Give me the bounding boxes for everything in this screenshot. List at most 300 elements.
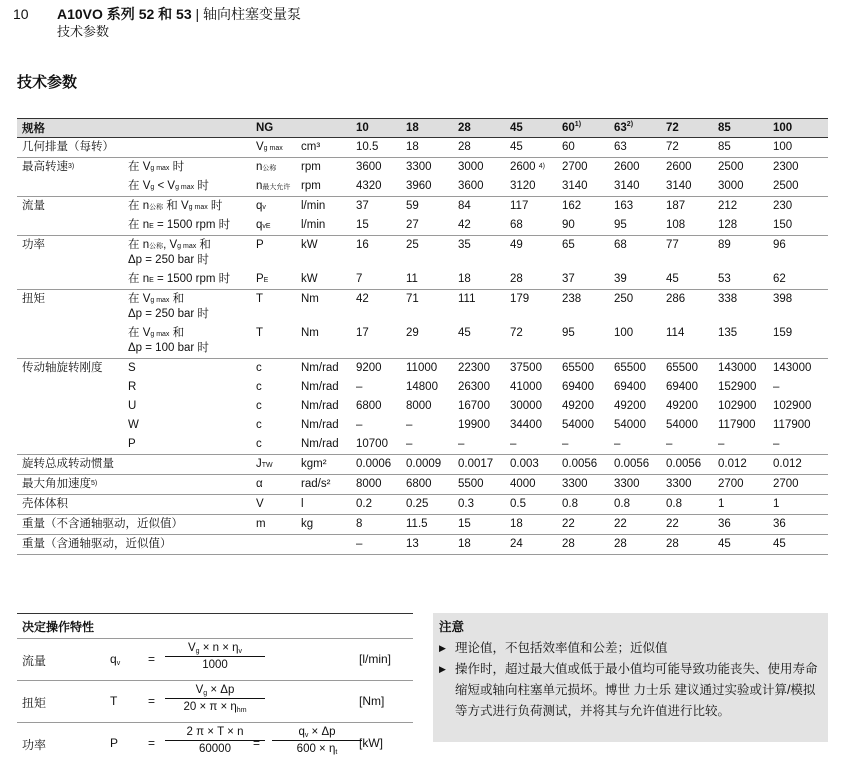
value-cell: – — [351, 535, 401, 555]
value-cell: 45 — [458, 327, 471, 339]
equals-sign: = — [148, 652, 156, 666]
row-label: 最高转速$^{3)}$ — [17, 158, 123, 178]
row-label — [17, 416, 123, 435]
value-cell: 143000 — [713, 359, 768, 379]
value-cell: – — [406, 438, 413, 450]
value-cell: 16700 — [458, 400, 490, 412]
spec-header-45: 45 — [505, 119, 557, 138]
value-cell: 0.012 — [768, 455, 828, 475]
value-cell: 250 — [609, 290, 661, 325]
row-label: 重量（含通轴驱动，近似值） — [17, 535, 123, 555]
value-cell: 0.5 — [505, 495, 557, 515]
value-cell: 3300 — [401, 158, 453, 178]
formula-fraction: $\frac{2 \pi \times T \times n}{60000}$ — [165, 726, 265, 755]
row-condition: 在 $n_{公称}$, $V_{g max}$ 和 Δp = 250 bar 时 — [123, 236, 251, 271]
value-cell: 8 — [351, 515, 401, 535]
value-cell: 22 — [609, 515, 661, 535]
formula-symbol: T — [110, 694, 118, 708]
value-cell: – — [406, 419, 413, 431]
value-cell: 65500 — [609, 359, 661, 379]
row-unit: cm³ — [296, 138, 351, 158]
value-cell: 49200 — [562, 400, 594, 412]
row-condition: 在 $n_E = 1500$ rpm 时 — [128, 219, 231, 231]
value-cell: 2700 — [557, 158, 609, 178]
value-cell: 1 — [713, 495, 768, 515]
note-item: ▶ 操作时，超过最大值或低于最小值均可能导致功能丧失、使用寿命缩短或轴向柱塞单元损坏。博世 力士乐 建议通过实验或计算/模拟等方式进行负荷测试，并将其与允许值进行比较。 — [439, 659, 822, 722]
value-cell: 3140 — [666, 180, 692, 192]
value-cell: 10.5 — [351, 138, 401, 158]
row-symbol: $n_{最大允许}$ — [256, 180, 291, 192]
value-cell: 0.0017 — [453, 455, 505, 475]
formula-name: 扭矩 — [22, 696, 47, 710]
value-cell: 18 — [458, 273, 471, 285]
row-condition — [123, 455, 251, 475]
formula-symbol: P — [110, 736, 119, 750]
value-cell: 8000 — [406, 400, 432, 412]
row-symbol: P — [251, 236, 296, 271]
value-cell: 102900 — [773, 400, 812, 412]
value-cell: 2700 — [713, 475, 768, 495]
row-unit: Nm/rad — [301, 438, 339, 450]
row-condition: S — [123, 359, 251, 379]
table-row — [17, 177, 828, 197]
value-cell: 3300 — [609, 475, 661, 495]
value-cell: 53 — [718, 273, 731, 285]
series-title: A10VO 系列 52 和 53 — [57, 6, 192, 22]
formula-name: 流量 — [22, 654, 47, 668]
row-unit: Nm/rad — [301, 381, 339, 393]
row-label: 传动轴旋转刚度 — [17, 359, 123, 379]
table-row — [17, 236, 828, 271]
spec-header-85: 85 — [713, 119, 768, 138]
value-cell: 6800 — [356, 400, 382, 412]
row-unit: kW — [301, 273, 318, 285]
value-cell: 95 — [562, 327, 575, 339]
value-cell: 36 — [713, 515, 768, 535]
row-label — [17, 216, 123, 236]
row-symbol: c — [256, 419, 262, 431]
value-cell: 28 — [661, 535, 713, 555]
value-cell: 2600 — [661, 158, 713, 178]
value-cell: 37500 — [505, 359, 557, 379]
value-cell: – — [773, 381, 780, 393]
table-row — [17, 290, 828, 325]
table-row — [17, 515, 828, 535]
row-symbol: $J_{TW}$ — [251, 455, 296, 475]
value-cell: 85 — [713, 138, 768, 158]
value-cell: 3960 — [406, 180, 432, 192]
row-condition: P — [128, 438, 136, 450]
row-unit: rpm — [301, 180, 321, 192]
spec-header-2: NG — [251, 119, 296, 138]
row-condition: 在 $V_{g max}$ 和 Δp = 250 bar 时 — [123, 290, 251, 325]
row-condition: 在 $V_{g max}$ 和 Δp = 100 bar 时 — [128, 327, 209, 354]
spec-header-row — [17, 119, 828, 138]
table-row — [17, 216, 828, 236]
value-cell: 398 — [768, 290, 828, 325]
formula-name: 功率 — [22, 738, 47, 752]
value-cell: 39 — [614, 273, 627, 285]
row-label — [17, 378, 123, 397]
table-row — [17, 197, 828, 217]
value-cell: 42 — [458, 219, 471, 231]
row-symbol: $q_v$ — [251, 197, 296, 217]
formula-unit: [Nm] — [359, 694, 385, 708]
table-row — [17, 138, 828, 158]
value-cell: 163 — [609, 197, 661, 217]
value-cell: 89 — [713, 236, 768, 271]
value-cell: 2300 — [768, 158, 828, 178]
value-cell: 3120 — [510, 180, 536, 192]
row-unit: kgm² — [296, 455, 351, 475]
value-cell: 111 — [453, 290, 505, 325]
spec-header-72: 72 — [661, 119, 713, 138]
row-symbol: T — [256, 327, 264, 339]
table-row — [17, 435, 828, 455]
row-unit: l — [296, 495, 351, 515]
row-condition: U — [128, 400, 137, 412]
operating-row — [17, 639, 413, 681]
row-symbol: c — [251, 359, 296, 379]
value-cell: 24 — [505, 535, 557, 555]
row-condition: R — [128, 381, 137, 393]
note-title: 注意 — [439, 620, 465, 634]
row-symbol: T — [251, 290, 296, 325]
value-cell: 14800 — [406, 381, 438, 393]
value-cell: 0.0006 — [351, 455, 401, 475]
table-row — [17, 397, 828, 416]
value-cell: 0.003 — [505, 455, 557, 475]
value-cell: 16 — [351, 236, 401, 271]
value-cell: 72 — [661, 138, 713, 158]
row-symbol: $q_{vE}$ — [256, 219, 271, 231]
table-row — [17, 475, 828, 495]
row-condition: 在 $V_{g max}$ 时 — [123, 158, 251, 178]
table-row — [17, 416, 828, 435]
value-cell: 2500 — [713, 158, 768, 178]
row-label — [17, 270, 123, 290]
row-unit: rpm — [296, 158, 351, 178]
value-cell: 4000 — [505, 475, 557, 495]
value-cell: 60 — [557, 138, 609, 158]
value-cell: 22300 — [453, 359, 505, 379]
value-cell: 28 — [510, 273, 523, 285]
spec-header-3 — [296, 119, 351, 138]
equals-sign: = — [253, 736, 261, 750]
value-cell: 63 — [609, 138, 661, 158]
value-cell: 9200 — [351, 359, 401, 379]
value-cell: 152900 — [718, 381, 757, 393]
value-cell: 54000 — [562, 419, 594, 431]
value-cell: 71 — [401, 290, 453, 325]
row-label: 流量 — [17, 197, 123, 217]
value-cell: 96 — [768, 236, 828, 271]
value-cell: – — [510, 438, 517, 450]
value-cell: – — [458, 438, 465, 450]
row-label: 最大角加速度$^{5)}$ — [17, 475, 123, 495]
note-box — [433, 613, 828, 742]
value-cell: 3140 — [562, 180, 588, 192]
row-symbol: $n_{公称}$ — [251, 158, 296, 178]
row-symbol: c — [256, 438, 262, 450]
value-cell: 19900 — [458, 419, 490, 431]
value-cell: 187 — [661, 197, 713, 217]
value-cell: 25 — [401, 236, 453, 271]
value-cell: 238 — [557, 290, 609, 325]
spec-table — [17, 118, 828, 555]
row-unit: Nm/rad — [296, 359, 351, 379]
row-label: 重量（不含通轴驱动，近似值） — [17, 515, 123, 535]
value-cell: 159 — [773, 327, 793, 339]
value-cell: 117900 — [718, 419, 756, 431]
section-title: 技术参数 — [17, 74, 78, 91]
spec-header-1 — [123, 119, 251, 138]
value-cell: 0.0056 — [609, 455, 661, 475]
value-cell: 65500 — [661, 359, 713, 379]
value-cell: 36 — [768, 515, 828, 535]
value-cell: 54000 — [666, 419, 698, 431]
value-cell: 3000 — [718, 180, 744, 192]
value-cell: 28 — [453, 138, 505, 158]
row-label — [17, 177, 123, 197]
value-cell: 10700 — [356, 438, 388, 450]
value-cell: 230 — [768, 197, 828, 217]
value-cell: 15 — [356, 219, 369, 231]
row-condition — [123, 495, 251, 515]
value-cell: 37 — [562, 273, 575, 285]
row-symbol: c — [256, 400, 262, 412]
value-cell: – — [562, 438, 569, 450]
value-cell: 22 — [661, 515, 713, 535]
value-cell: 100 — [614, 327, 634, 339]
spec-header-18: 18 — [401, 119, 453, 138]
value-cell: 65 — [557, 236, 609, 271]
value-cell: 0.012 — [713, 455, 768, 475]
value-cell: 45 — [505, 138, 557, 158]
value-cell: 18 — [453, 535, 505, 555]
value-cell: 3300 — [661, 475, 713, 495]
spec-header-28: 28 — [453, 119, 505, 138]
value-cell: 13 — [401, 535, 453, 555]
value-cell: 77 — [661, 236, 713, 271]
value-cell: 3600 — [458, 180, 484, 192]
value-cell: – — [718, 438, 725, 450]
value-cell: 35 — [453, 236, 505, 271]
spec-header-10: 10 — [351, 119, 401, 138]
row-unit: l/min — [296, 197, 351, 217]
value-cell: – — [666, 438, 673, 450]
table-row — [17, 158, 828, 178]
value-cell: 8000 — [351, 475, 401, 495]
row-label — [17, 435, 123, 455]
table-row — [17, 495, 828, 515]
value-cell: 2600 — [609, 158, 661, 178]
value-cell: 11000 — [401, 359, 453, 379]
value-cell: 69400 — [666, 381, 698, 393]
value-cell: 45 — [713, 535, 768, 555]
value-cell: 0.8 — [557, 495, 609, 515]
value-cell: 7 — [356, 273, 363, 285]
equals-sign: = — [148, 694, 156, 708]
row-condition: 在 $n_{公称}$ 和 $V_{g max}$ 时 — [123, 197, 251, 217]
spec-header-60: 60$^{1)}$ — [557, 119, 609, 138]
value-cell: 286 — [661, 290, 713, 325]
value-cell: – — [614, 438, 621, 450]
row-label: 几何排量（每转） — [17, 138, 123, 158]
row-unit: kW — [296, 236, 351, 271]
table-row — [17, 378, 828, 397]
value-cell: 18 — [401, 138, 453, 158]
value-cell: 212 — [713, 197, 768, 217]
spec-header-100: 100 — [768, 119, 828, 138]
formula-unit: [kW] — [359, 736, 383, 750]
value-cell: 1 — [768, 495, 828, 515]
formula-fraction: $\frac{q_v \times \Delta p}{600 \times \eta_t}$ — [272, 726, 362, 755]
row-unit: Nm/rad — [301, 419, 339, 431]
page-number: 10 — [13, 6, 29, 22]
operating-row — [17, 723, 413, 764]
spec-header-0: 规格 — [17, 119, 123, 138]
value-cell: 15 — [453, 515, 505, 535]
row-symbol: V — [251, 495, 296, 515]
row-label — [17, 324, 123, 359]
operating-characteristics — [17, 613, 413, 764]
value-cell: 95 — [614, 219, 627, 231]
value-cell: 34400 — [510, 419, 542, 431]
value-cell: 59 — [401, 197, 453, 217]
value-cell: 62 — [773, 273, 786, 285]
formula-symbol: $q_v$ — [110, 652, 121, 667]
value-cell: 0.25 — [401, 495, 453, 515]
value-cell: 4320 — [356, 180, 382, 192]
value-cell: 26300 — [458, 381, 490, 393]
value-cell: 30000 — [510, 400, 542, 412]
formula-fraction: $\frac{V_g \times n \times \eta_v}{1000}$ — [165, 642, 265, 671]
equals-sign: = — [148, 736, 156, 750]
formula-unit: [l/min] — [359, 652, 392, 666]
row-symbol: m — [251, 515, 296, 535]
value-cell: 338 — [713, 290, 768, 325]
note-item: ▶ 理论值，不包括效率值和公差；近似值 — [439, 638, 822, 659]
value-cell: 84 — [453, 197, 505, 217]
row-condition: W — [128, 419, 139, 431]
value-cell: 69400 — [562, 381, 594, 393]
row-symbol: α — [251, 475, 296, 495]
value-cell: 0.2 — [351, 495, 401, 515]
row-unit: l/min — [301, 219, 326, 231]
value-cell: 41000 — [510, 381, 542, 393]
value-cell: 3000 — [453, 158, 505, 178]
row-unit: rad/s² — [296, 475, 351, 495]
value-cell: 11.5 — [401, 515, 453, 535]
value-cell: 45 — [768, 535, 828, 555]
row-label: 旋转总成转动惯量 — [17, 455, 123, 475]
value-cell: 5500 — [453, 475, 505, 495]
row-symbol: $V_{g max}$ — [251, 138, 296, 158]
value-cell: 3140 — [614, 180, 640, 192]
value-cell: 28 — [609, 535, 661, 555]
row-label: 功率 — [17, 236, 123, 271]
table-row — [17, 455, 828, 475]
value-cell: 49200 — [666, 400, 698, 412]
header-divider: | — [195, 6, 200, 22]
value-cell: – — [773, 438, 780, 450]
row-condition — [123, 138, 251, 158]
row-unit: Nm/rad — [301, 400, 339, 412]
row-symbol: c — [256, 381, 262, 393]
spec-header-63: 63$^{2)}$ — [609, 119, 661, 138]
value-cell: 162 — [557, 197, 609, 217]
operating-row — [17, 681, 413, 723]
value-cell: 0.0056 — [557, 455, 609, 475]
value-cell: 0.8 — [609, 495, 661, 515]
value-cell: – — [356, 419, 363, 431]
value-cell: – — [356, 381, 363, 393]
value-cell: 72 — [510, 327, 523, 339]
table-row — [17, 270, 828, 290]
row-label: 壳体体积 — [17, 495, 123, 515]
row-unit: kg — [296, 515, 351, 535]
value-cell: 17 — [356, 327, 369, 339]
value-cell: 29 — [406, 327, 419, 339]
value-cell: 135 — [718, 327, 738, 339]
value-cell: 3600 — [351, 158, 401, 178]
value-cell: 100 — [768, 138, 828, 158]
value-cell: 68 — [510, 219, 523, 231]
value-cell: 108 — [666, 219, 686, 231]
value-cell: 0.8 — [661, 495, 713, 515]
value-cell: 42 — [351, 290, 401, 325]
table-row — [17, 359, 828, 379]
value-cell: 27 — [406, 219, 419, 231]
table-row — [17, 324, 828, 359]
value-cell: 114 — [666, 327, 685, 339]
value-cell: 69400 — [614, 381, 646, 393]
value-cell: 11 — [406, 273, 418, 285]
table-row — [17, 535, 828, 555]
row-condition — [123, 475, 251, 495]
row-unit — [296, 535, 351, 555]
value-cell: 0.3 — [453, 495, 505, 515]
value-cell: 179 — [505, 290, 557, 325]
row-symbol: $P_E$ — [256, 273, 269, 285]
value-cell: 28 — [557, 535, 609, 555]
value-cell: 2600 $^{4)}$ — [505, 158, 557, 178]
row-condition: 在 $V_g < V_{g max}$ 时 — [128, 180, 209, 192]
value-cell: 117 — [505, 197, 557, 217]
product-title: 轴向柱塞变量泵 — [203, 6, 302, 22]
value-cell: 68 — [609, 236, 661, 271]
value-cell: 150 — [773, 219, 793, 231]
operating-title: 决定操作特性 — [17, 613, 413, 639]
row-unit: Nm — [296, 290, 351, 325]
value-cell: 54000 — [614, 419, 646, 431]
value-cell: 45 — [666, 273, 679, 285]
row-label — [17, 397, 123, 416]
value-cell: 49200 — [614, 400, 646, 412]
page-header — [13, 6, 301, 40]
row-label: 扭矩 — [17, 290, 123, 325]
row-symbol — [251, 535, 296, 555]
value-cell: 2500 — [773, 180, 799, 192]
value-cell: 18 — [505, 515, 557, 535]
value-cell: 37 — [351, 197, 401, 217]
value-cell: 65500 — [557, 359, 609, 379]
value-cell: 117900 — [773, 419, 811, 431]
value-cell: 49 — [505, 236, 557, 271]
value-cell: 90 — [562, 219, 575, 231]
formula-fraction: $V_g \times \Delta p$ $20 \times \pi \times \eta_{hm}$ — [165, 684, 265, 713]
